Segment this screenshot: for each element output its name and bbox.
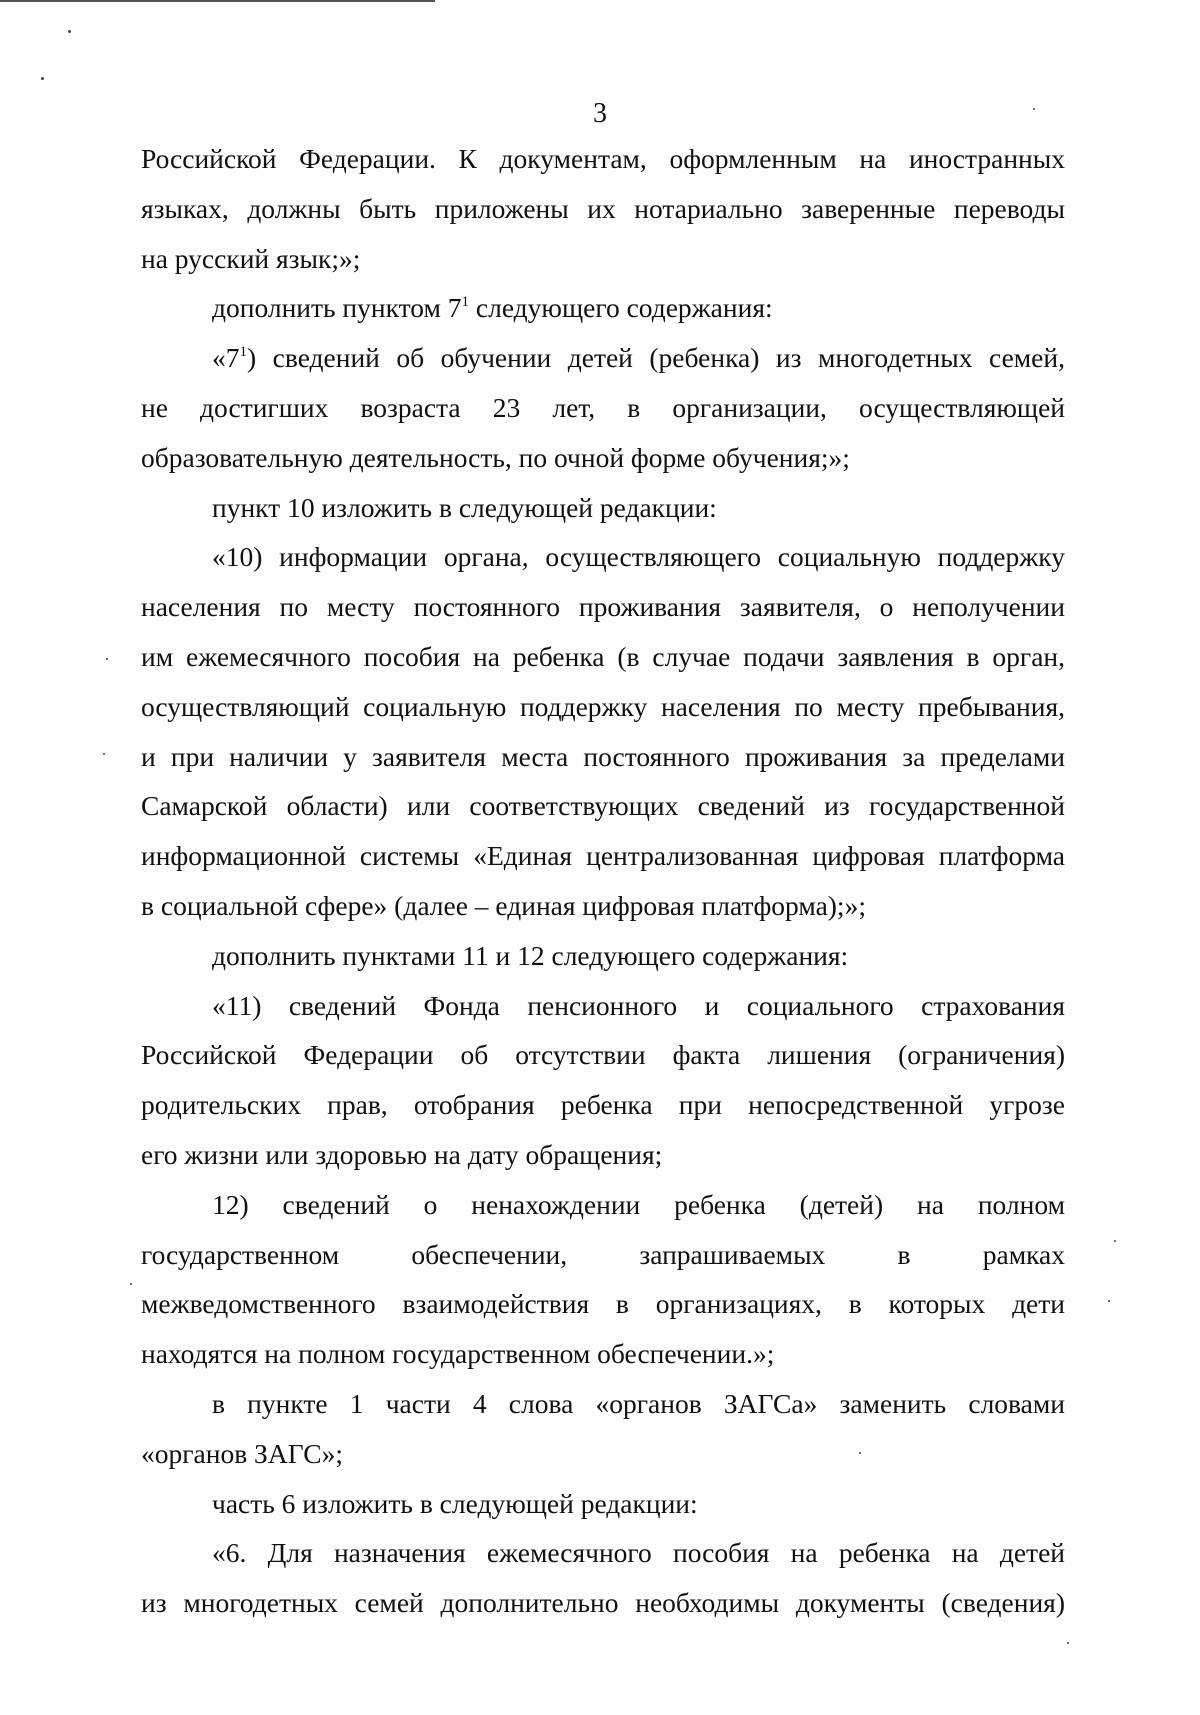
scan-speck xyxy=(130,1283,132,1285)
scan-speck xyxy=(106,658,108,660)
scan-speck xyxy=(1108,1300,1110,1302)
scan-speck xyxy=(1067,1642,1069,1644)
text-line: им ежемесячного пособия на ребенка (в случае подачи заявления в орган, xyxy=(141,640,1065,672)
superscript: 1 xyxy=(461,294,470,311)
text-line: межведомственного взаимодействия в организациях, в которых дети xyxy=(141,1288,1065,1320)
text-line: не достигших возраста 23 лет, в организации, осуществляющей xyxy=(141,391,1065,423)
text-line: языках, должны быть приложены их нотариально заверенные переводы xyxy=(141,192,1065,224)
page-number: 3 xyxy=(593,98,607,129)
text-line: Российской Федерации об отсутствии факта лишения (ограничения) xyxy=(141,1039,1065,1071)
text-line: находятся на полном государственном обеспечении.»; xyxy=(141,1338,775,1370)
text-line: осуществляющий социальную поддержку населения по месту пребывания, xyxy=(141,690,1065,722)
text-line xyxy=(141,333,1065,383)
paragraph-instruction-add-11-12 xyxy=(141,931,1065,981)
paragraph-instruction-point-10 xyxy=(141,483,1065,533)
text-line: образовательную деятельность, по очной форме обучения;»; xyxy=(141,441,850,473)
text-line: пункт 10 изложить в следующей редакции: xyxy=(212,491,717,523)
text-line: 12) сведений о ненахождении ребенка (детей) на полном xyxy=(212,1188,1065,1220)
paragraph-point-12 xyxy=(141,1180,1065,1379)
paragraph-point-11 xyxy=(141,981,1065,1180)
paragraph-point-10 xyxy=(141,532,1065,930)
text-segment: «7 xyxy=(212,342,240,374)
text-segment: следующего содержания: xyxy=(469,292,773,324)
paragraph-point-7-1 xyxy=(141,333,1065,482)
paragraph-instruction-part-6 xyxy=(141,1479,1065,1529)
scan-speck xyxy=(1033,108,1035,110)
paragraph-instruction-add-7-1 xyxy=(141,283,1065,333)
text-line: в пункте 1 части 4 слова «органов ЗАГСа» заменить словами xyxy=(212,1387,1065,1419)
text-line: в социальной сфере» (далее – единая цифровая платформа);»; xyxy=(141,889,866,921)
text-line: на русский язык;»; xyxy=(141,242,361,274)
text-line: «11) сведений Фонда пенсионного и социального страхования xyxy=(212,989,1065,1021)
text-line: часть 6 изложить в следующей редакции: xyxy=(212,1487,698,1519)
text-line: государственном обеспечении, запрашиваемых в рамках xyxy=(141,1238,1065,1270)
text-line: «10) информации органа, осуществляющего социальную поддержку xyxy=(212,541,1065,573)
scan-speck xyxy=(41,77,44,80)
text-line: информационной системы «Единая централизованная цифровая платформа xyxy=(141,840,1065,872)
text-line: населения по месту постоянного проживания заявителя, о неполучении xyxy=(141,591,1065,623)
text-segment: ) сведений об обучении детей (ребенка) из многодетных семей, xyxy=(247,342,1065,374)
text-line: родительских прав, отобрания ребенка при непосредственной угрозе xyxy=(141,1089,1065,1121)
scan-speck xyxy=(103,753,105,755)
scan-speck xyxy=(859,1452,861,1454)
text-line: Российской Федерации. К документам, оформленным на иностранных xyxy=(141,143,1065,174)
paragraph-continuation xyxy=(141,134,1065,283)
superscript: 1 xyxy=(239,344,247,361)
text-line: его жизни или здоровью на дату обращения; xyxy=(141,1138,663,1170)
text-line xyxy=(141,283,1065,333)
top-edge-rule xyxy=(0,0,435,2)
text-line: «органов ЗАГС»; xyxy=(141,1437,343,1469)
text-line: и при наличии у заявителя места постоянного проживания за пределами xyxy=(141,740,1065,772)
scan-speck xyxy=(1114,1240,1116,1242)
text-segment: дополнить пунктом 7 xyxy=(212,292,462,324)
text-line: из многодетных семей дополнительно необходимы документы (сведения) xyxy=(141,1587,1065,1619)
text-line: Самарской области) или соответствующих сведений из государственной xyxy=(141,790,1065,822)
paragraph-instruction-zags xyxy=(141,1379,1065,1479)
paragraph-part-6 xyxy=(141,1528,1065,1628)
scan-speck xyxy=(68,30,71,33)
document-body xyxy=(141,134,1065,1628)
text-line: дополнить пунктами 11 и 12 следующего содержания: xyxy=(212,939,849,971)
text-line: «6. Для назначения ежемесячного пособия на ребенка на детей xyxy=(212,1537,1065,1569)
